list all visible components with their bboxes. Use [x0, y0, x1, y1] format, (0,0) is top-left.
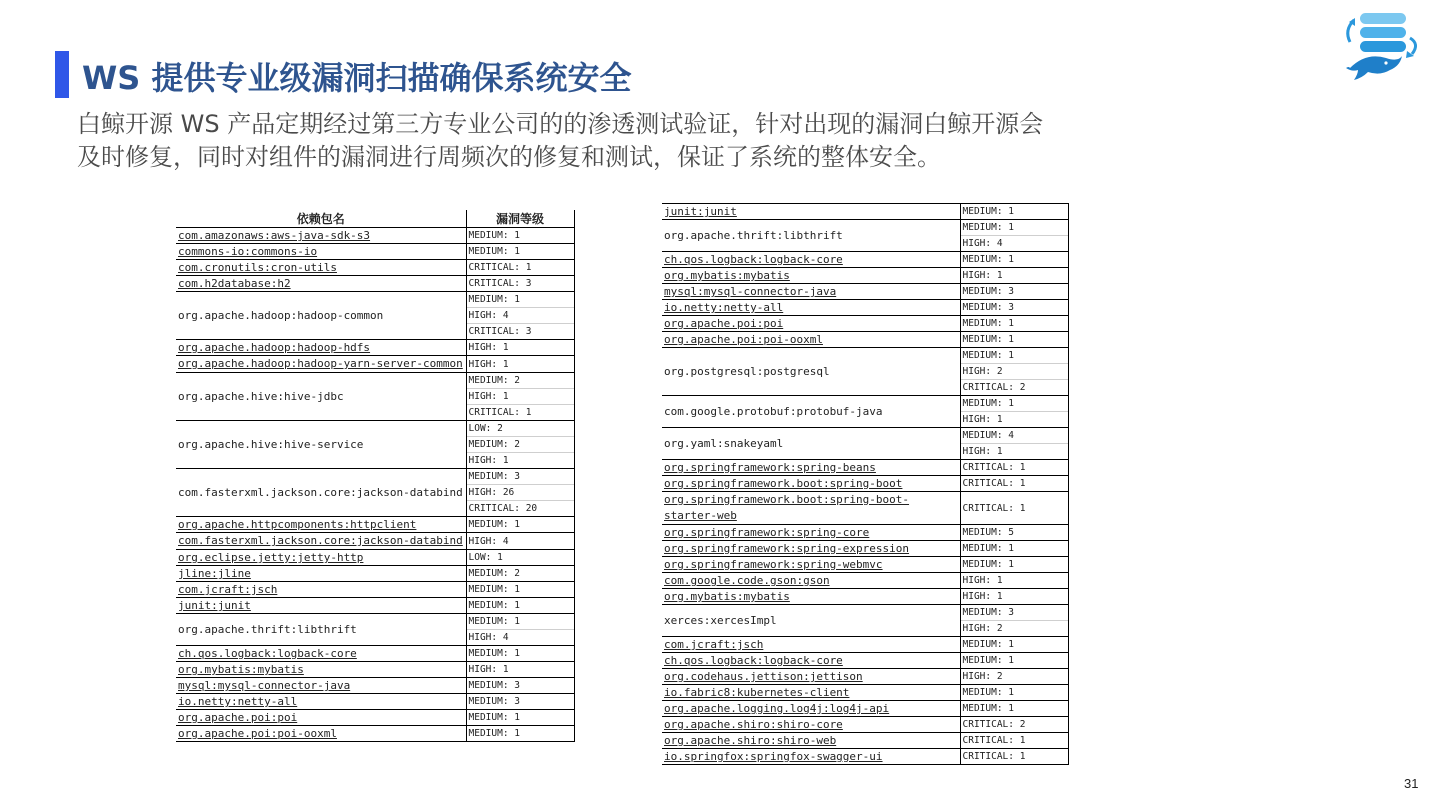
- vulnerability-level-cell: [960, 749, 1068, 765]
- package-name-cell: com.google.code.gson:gson: [662, 573, 960, 589]
- table-row: [662, 428, 1068, 460]
- vulnerability-level-value: MEDIUM: 1: [962, 318, 1014, 329]
- package-name-cell: mysql:mysql-connector-java: [662, 284, 960, 300]
- page-number: 31: [1404, 776, 1419, 791]
- package-name-cell: io.netty:netty-all: [662, 300, 960, 316]
- package-name-cell: org.apache.thrift:libthrift: [662, 220, 960, 252]
- title-accent-bar: [55, 51, 69, 98]
- table-row: [176, 533, 574, 550]
- vulnerability-level-cell: [960, 204, 1068, 220]
- vulnerability-level-value: HIGH: 1: [962, 270, 1003, 281]
- table-row: [176, 340, 574, 356]
- vulnerability-level-value: MEDIUM: 3: [962, 286, 1014, 297]
- page-description: [77, 108, 1207, 174]
- package-name-cell: org.springframework:spring-webmvc: [662, 557, 960, 573]
- package-name-cell: org.apache.httpcomponents:httpclient: [176, 517, 466, 533]
- vulnerability-level-cell: [466, 694, 574, 710]
- table-row: [662, 525, 1068, 541]
- vulnerability-level-value: MEDIUM: 2: [467, 373, 574, 389]
- vulnerability-level-cell: [960, 573, 1068, 589]
- table-row: [662, 637, 1068, 653]
- vulnerability-level-value: HIGH: 1: [468, 342, 509, 353]
- package-name-cell: org.apache.hive:hive-jdbc: [176, 373, 466, 421]
- package-name-cell: ch.qos.logback:logback-core: [176, 646, 466, 662]
- vulnerability-level-value: MEDIUM: 1: [962, 703, 1014, 714]
- vulnerability-level-value: LOW: 2: [467, 421, 574, 437]
- table-row: [176, 517, 574, 533]
- vulnerability-level-cell: [960, 396, 1068, 428]
- vulnerability-level-cell: [960, 492, 1068, 525]
- vulnerability-level-value: HIGH: 1: [962, 575, 1003, 586]
- package-name-cell: org.apache.hadoop:hadoop-hdfs: [176, 340, 466, 356]
- package-name-cell: commons-io:commons-io: [176, 244, 466, 260]
- vulnerability-level-value: HIGH: 2: [961, 364, 1068, 380]
- package-name-cell: org.apache.shiro:shiro-web: [662, 733, 960, 749]
- table-row: [662, 589, 1068, 605]
- table-row: [176, 292, 574, 340]
- package-name-cell: org.apache.shiro:shiro-core: [662, 717, 960, 733]
- vulnerability-level-cell: [960, 525, 1068, 541]
- vulnerability-level-cell: [960, 348, 1068, 396]
- vulnerability-level-cell: [960, 557, 1068, 573]
- package-name-cell: org.apache.hadoop:hadoop-common: [176, 292, 466, 340]
- vulnerability-level-value: MEDIUM: 1: [468, 246, 520, 257]
- table-row: [662, 460, 1068, 476]
- table-row: [662, 541, 1068, 557]
- description-line-1: 白鲸开源 WS 产品定期经过第三方专业公司的的渗透测试验证，针对出现的漏洞白鲸开源会: [77, 110, 1044, 138]
- package-name-cell: org.mybatis:mybatis: [662, 589, 960, 605]
- package-name-cell: org.springframework:spring-beans: [662, 460, 960, 476]
- package-name-cell: ch.qos.logback:logback-core: [662, 653, 960, 669]
- package-name-cell: org.springframework:spring-core: [662, 525, 960, 541]
- vulnerability-level-value: MEDIUM: 4: [961, 428, 1068, 444]
- package-name-cell: org.apache.hadoop:hadoop-yarn-server-common: [176, 356, 466, 373]
- package-name-cell: com.fasterxml.jackson.core:jackson-databind: [176, 469, 466, 517]
- vulnerability-level-value: MEDIUM: 1: [962, 334, 1014, 345]
- vulnerability-level-value: CRITICAL: 1: [962, 462, 1026, 473]
- vulnerability-level-value: HIGH: 1: [962, 446, 1003, 457]
- package-name-cell: org.apache.poi:poi-ooxml: [176, 726, 466, 742]
- vulnerability-level-value: HIGH: 4: [468, 632, 509, 643]
- package-name-cell: ch.qos.logback:logback-core: [662, 252, 960, 268]
- vulnerability-level-value: CRITICAL: 1: [962, 502, 1026, 514]
- vulnerability-level-cell: [960, 605, 1068, 637]
- vulnerability-level-value: MEDIUM: 1: [962, 543, 1014, 554]
- package-name-cell: com.jcraft:jsch: [662, 637, 960, 653]
- table-row: [176, 726, 574, 742]
- vulnerability-level-cell: [960, 460, 1068, 476]
- vulnerability-level-cell: [466, 373, 574, 421]
- vulnerability-level-value: CRITICAL: 2: [962, 719, 1026, 730]
- table-row: [662, 733, 1068, 749]
- page-title: WS 提供专业级漏洞扫描确保系统安全: [82, 59, 632, 97]
- vulnerability-level-value: MEDIUM: 1: [962, 559, 1014, 570]
- table-row: [176, 276, 574, 292]
- table-row: [662, 316, 1068, 332]
- vulnerability-level-value: CRITICAL: 1: [468, 407, 532, 418]
- table-row: [662, 749, 1068, 765]
- whale-logo-icon: [1340, 10, 1424, 84]
- table-row: [662, 717, 1068, 733]
- table-row: [176, 469, 574, 517]
- table-row: [176, 421, 574, 469]
- vulnerability-level-value: MEDIUM: 1: [468, 648, 520, 659]
- table-row: [662, 268, 1068, 284]
- vulnerability-level-value: MEDIUM: 3: [961, 605, 1068, 621]
- vulnerability-level-value: MEDIUM: 2: [468, 568, 520, 579]
- vulnerability-level-value: HIGH: 1: [962, 414, 1003, 425]
- package-name-cell: junit:junit: [176, 598, 466, 614]
- vulnerability-level-value: MEDIUM: 3: [962, 302, 1014, 313]
- table-row: [176, 694, 574, 710]
- package-name-cell: org.mybatis:mybatis: [176, 662, 466, 678]
- header-package-name: 依赖包名: [176, 210, 466, 228]
- vulnerability-level-value: MEDIUM: 1: [468, 584, 520, 595]
- package-name-cell: com.cronutils:cron-utils: [176, 260, 466, 276]
- vulnerability-level-cell: [960, 685, 1068, 701]
- vulnerability-level-value: MEDIUM: 1: [468, 600, 520, 611]
- table-row: [176, 614, 574, 646]
- table-row: [176, 598, 574, 614]
- package-name-cell: org.eclipse.jetty:jetty-http: [176, 550, 466, 566]
- package-name-cell: org.apache.poi:poi: [176, 710, 466, 726]
- vulnerability-level-value: HIGH: 4: [468, 535, 509, 547]
- vulnerability-level-value: MEDIUM: 1: [962, 687, 1014, 698]
- package-name-cell: io.springfox:springfox-swagger-ui: [662, 749, 960, 765]
- vulnerability-level-cell: [466, 550, 574, 566]
- table-row: [176, 566, 574, 582]
- vulnerability-level-cell: [466, 517, 574, 533]
- vulnerability-level-cell: [466, 533, 574, 550]
- table-row: [662, 557, 1068, 573]
- vulnerability-level-cell: [466, 276, 574, 292]
- vulnerability-level-value: MEDIUM: 3: [468, 680, 520, 691]
- vulnerability-level-cell: [466, 356, 574, 373]
- vulnerability-level-value: HIGH: 2: [962, 623, 1003, 634]
- table-row: [176, 260, 574, 276]
- vulnerability-level-value: CRITICAL: 1: [962, 751, 1026, 762]
- package-name-cell: org.apache.thrift:libthrift: [176, 614, 466, 646]
- vulnerability-level-value: MEDIUM: 1: [961, 220, 1068, 236]
- vulnerability-level-value: MEDIUM: 1: [468, 712, 520, 723]
- table-row: [662, 300, 1068, 316]
- table-row: [662, 284, 1068, 300]
- vulnerability-level-cell: [960, 268, 1068, 284]
- vulnerability-level-cell: [960, 428, 1068, 460]
- vulnerability-level-cell: [960, 252, 1068, 268]
- vulnerability-level-cell: [466, 726, 574, 742]
- vulnerability-level-cell: [466, 598, 574, 614]
- vulnerability-level-cell: [466, 646, 574, 662]
- vulnerability-level-value: HIGH: 4: [962, 238, 1003, 249]
- package-name-cell: io.netty:netty-all: [176, 694, 466, 710]
- package-name-cell: org.apache.hive:hive-service: [176, 421, 466, 469]
- vulnerability-level-value: MEDIUM: 3: [468, 696, 520, 707]
- vulnerability-level-value: CRITICAL: 2: [962, 382, 1026, 393]
- vulnerability-level-cell: [960, 316, 1068, 332]
- table-row: [176, 550, 574, 566]
- package-name-cell: com.amazonaws:aws-java-sdk-s3: [176, 228, 466, 244]
- package-name-cell: com.h2database:h2: [176, 276, 466, 292]
- vulnerability-level-value: MEDIUM: 1: [467, 292, 574, 308]
- table-row: [176, 244, 574, 260]
- package-name-cell: com.google.protobuf:protobuf-java: [662, 396, 960, 428]
- vulnerability-level-cell: [960, 653, 1068, 669]
- table-row: [662, 669, 1068, 685]
- vulnerability-level-value: MEDIUM: 1: [961, 396, 1068, 412]
- table-row: [662, 685, 1068, 701]
- table-row: [662, 348, 1068, 396]
- vulnerability-level-cell: [466, 678, 574, 694]
- table-row: [662, 252, 1068, 268]
- table-row: [176, 356, 574, 373]
- vulnerability-level-value: MEDIUM: 1: [467, 614, 574, 630]
- package-name-cell: com.fasterxml.jackson.core:jackson-databind: [176, 533, 466, 550]
- vulnerability-level-value: HIGH: 4: [467, 308, 574, 324]
- package-name-cell: junit:junit: [662, 204, 960, 220]
- package-name-cell: org.springframework.boot:spring-boot-starter-web: [662, 492, 960, 525]
- package-name-cell: org.apache.poi:poi: [662, 316, 960, 332]
- vulnerability-level-cell: [466, 710, 574, 726]
- vulnerability-level-cell: [960, 733, 1068, 749]
- table-row: [662, 220, 1068, 252]
- vulnerability-level-value: HIGH: 1: [467, 389, 574, 405]
- vulnerability-level-cell: [466, 662, 574, 678]
- vulnerability-level-cell: [960, 220, 1068, 252]
- vulnerability-level-value: CRITICAL: 3: [468, 278, 532, 289]
- vulnerability-level-value: MEDIUM: 1: [962, 254, 1014, 265]
- table-row: [662, 476, 1068, 492]
- vulnerability-level-cell: [960, 637, 1068, 653]
- package-name-cell: io.fabric8:kubernetes-client: [662, 685, 960, 701]
- table-row: [176, 646, 574, 662]
- vulnerability-level-value: HIGH: 26: [467, 485, 574, 501]
- vulnerability-level-cell: [960, 541, 1068, 557]
- vulnerability-level-value: CRITICAL: 1: [962, 735, 1026, 746]
- vulnerability-table-right: [662, 203, 1069, 765]
- vulnerability-level-value: HIGH: 1: [468, 664, 509, 675]
- vulnerability-level-cell: [466, 582, 574, 598]
- vulnerability-level-value: CRITICAL: 20: [468, 503, 538, 514]
- vulnerability-level-value: MEDIUM: 1: [962, 639, 1014, 650]
- vulnerability-level-value: MEDIUM: 5: [962, 527, 1014, 538]
- vulnerability-level-cell: [960, 717, 1068, 733]
- vulnerability-level-cell: [466, 421, 574, 469]
- vulnerability-level-value: LOW: 1: [468, 552, 503, 563]
- vulnerability-level-value: MEDIUM: 1: [468, 728, 520, 739]
- package-name-cell: org.springframework:spring-expression: [662, 541, 960, 557]
- vulnerability-level-cell: [466, 292, 574, 340]
- vulnerability-level-cell: [960, 476, 1068, 492]
- package-name-cell: org.apache.logging.log4j:log4j-api: [662, 701, 960, 717]
- table-row: [662, 204, 1068, 220]
- vulnerability-level-value: MEDIUM: 2: [467, 437, 574, 453]
- vulnerability-level-cell: [960, 300, 1068, 316]
- vulnerability-level-value: CRITICAL: 1: [468, 262, 532, 273]
- package-name-cell: jline:jline: [176, 566, 466, 582]
- package-name-cell: mysql:mysql-connector-java: [176, 678, 466, 694]
- package-name-cell: com.jcraft:jsch: [176, 582, 466, 598]
- vulnerability-level-value: HIGH: 1: [468, 455, 509, 466]
- header-vulnerability-level: 漏洞等级: [466, 210, 574, 228]
- vulnerability-level-cell: [466, 260, 574, 276]
- table-row: [662, 492, 1068, 525]
- vulnerability-level-value: CRITICAL: 3: [468, 326, 532, 337]
- vulnerability-level-cell: [960, 589, 1068, 605]
- vulnerability-level-cell: [960, 701, 1068, 717]
- package-name-cell: org.apache.poi:poi-ooxml: [662, 332, 960, 348]
- table-row: [176, 373, 574, 421]
- vulnerability-level-cell: [960, 284, 1068, 300]
- vulnerability-level-cell: [466, 244, 574, 260]
- vulnerability-level-value: MEDIUM: 3: [467, 469, 574, 485]
- description-line-2: 及时修复，同时对组件的漏洞进行周频次的修复和测试，保证了系统的整体安全。: [77, 143, 941, 171]
- table-row: [176, 662, 574, 678]
- table-row: [662, 605, 1068, 637]
- table-row: [662, 701, 1068, 717]
- table-row: [662, 332, 1068, 348]
- package-name-cell: org.mybatis:mybatis: [662, 268, 960, 284]
- vulnerability-level-value: MEDIUM: 1: [468, 230, 520, 241]
- package-name-cell: org.postgresql:postgresql: [662, 348, 960, 396]
- vulnerability-level-value: MEDIUM: 1: [962, 655, 1014, 666]
- table-row: [176, 710, 574, 726]
- package-name-cell: xerces:xercesImpl: [662, 605, 960, 637]
- vulnerability-level-value: MEDIUM: 1: [468, 519, 520, 530]
- vulnerability-level-cell: [960, 332, 1068, 348]
- vulnerability-level-cell: [466, 469, 574, 517]
- vulnerability-table-left: [176, 210, 575, 742]
- vulnerability-level-value: HIGH: 2: [962, 671, 1003, 682]
- vulnerability-level-cell: [466, 614, 574, 646]
- table-row: [662, 653, 1068, 669]
- table-row: [176, 582, 574, 598]
- package-name-cell: org.springframework.boot:spring-boot: [662, 476, 960, 492]
- package-name-cell: org.yaml:snakeyaml: [662, 428, 960, 460]
- vulnerability-level-value: MEDIUM: 1: [962, 206, 1014, 217]
- package-name-cell: org.codehaus.jettison:jettison: [662, 669, 960, 685]
- table-row: [176, 678, 574, 694]
- vulnerability-level-value: HIGH: 1: [962, 591, 1003, 602]
- table-row: [662, 573, 1068, 589]
- table-row: [662, 396, 1068, 428]
- vulnerability-level-cell: [466, 340, 574, 356]
- vulnerability-level-cell: [466, 566, 574, 582]
- table-row: [176, 228, 574, 244]
- vulnerability-level-value: CRITICAL: 1: [962, 478, 1026, 489]
- vulnerability-level-value: MEDIUM: 1: [961, 348, 1068, 364]
- vulnerability-level-value: HIGH: 1: [468, 358, 509, 370]
- vulnerability-level-cell: [960, 669, 1068, 685]
- vulnerability-level-cell: [466, 228, 574, 244]
